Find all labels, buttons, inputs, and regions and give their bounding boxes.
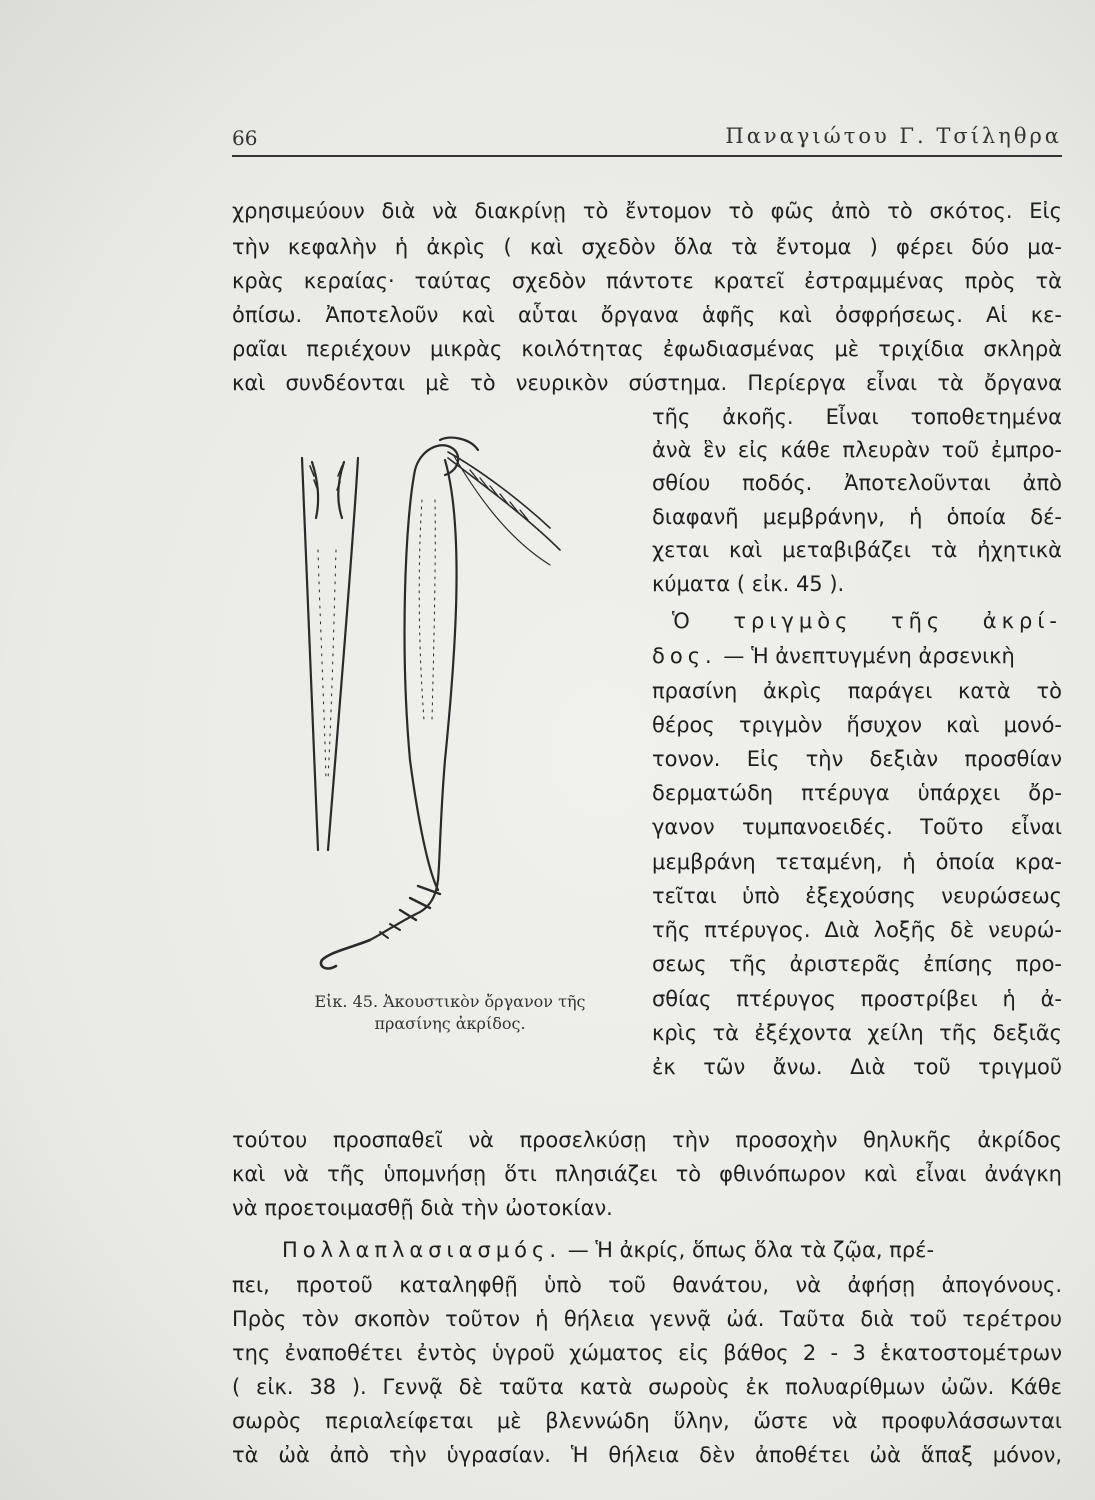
column-line: ἀνὰ ἓν εἰς κάθε πλευρὰν τοῦ ἐμπρο- xyxy=(652,438,1062,462)
column-line: σθίου ποδός. Ἀποτελοῦνται ἀπὸ xyxy=(652,471,1062,495)
subheading-stridulation-continued xyxy=(652,643,1062,669)
page-header xyxy=(232,120,1062,160)
body-line: Πρὸς τὸν σκοπὸν τοῦτον ἡ θήλεια γεννᾷ ὠά. Ταῦτα διὰ τοῦ τερέτρου xyxy=(232,1307,1062,1331)
insect-leg-hearing-organ-icon xyxy=(240,400,600,990)
body-line: τούτου προσπαθεῖ νὰ προσελκύσῃ τὴν προσοχὴν θηλυκῆς ἀκρίδος xyxy=(232,1128,1062,1152)
column-line: τεῖται ὑπὸ ἐξεχούσης νευρώσεως xyxy=(652,884,1062,908)
page-number: 66 xyxy=(232,126,258,150)
column-line: διαφανῆ μεμβράνην, ἡ ὁποία δέ- xyxy=(652,505,1062,529)
body-line: καὶ συνδέονται μὲ τὸ νευρικὸν σύστημα. Περίεργα εἶναι τὰ ὄργανα xyxy=(232,371,1062,395)
column-line: πρασίνη ἀκρὶς παράγει κατὰ τὸ xyxy=(652,679,1062,703)
body-line: τὰ ὠὰ ἀπὸ τὴν ὑγρασίαν. Ἡ θήλεια δὲν ἀποθέτει ὠὰ ἅπαξ μόνον, xyxy=(232,1443,1062,1467)
body-line: πει, προτοῦ καταληφθῇ ὑπὸ τοῦ θανάτου, νὰ ἀφήσῃ ἀπογόνους. xyxy=(232,1273,1062,1297)
body-line: σωρὸς περιαλείφεται μὲ βλεννώδη ὕλην, ὥστε νὰ προφυλάσσωνται xyxy=(232,1409,1062,1433)
column-line: ἐκ τῶν ἄνω. Διὰ τοῦ τριγμοῦ xyxy=(652,1055,1062,1079)
column-line: κρὶς τὰ ἐξέχοντα χείλη τῆς δεξιᾶς xyxy=(652,1021,1062,1045)
figure-caption-line: Εἰκ. 45. Ἀκουστικὸν ὄργανον τῆς xyxy=(314,992,586,1011)
figure-caption xyxy=(280,991,620,1035)
column-line: θέρος τριγμὸν ἥσυχον καὶ μονό- xyxy=(652,713,1062,737)
body-line: χρησιμεύουν διὰ νὰ διακρίνῃ τὸ ἔντομον τὸ φῶς ἀπὸ τὸ σκότος. Εἰς xyxy=(232,199,1062,223)
body-line: τὴν κεφαλὴν ἡ ἀκρὶς ( καὶ σχεδὸν ὅλα τὰ ἔντομα ) φέρει δύο μα- xyxy=(232,235,1062,259)
subheading-stridulation-end: δος. xyxy=(652,644,717,668)
body-line: ὀπίσω. Ἀποτελοῦν καὶ αὗται ὄργανα ἁφῆς καὶ ὀσφρήσεως. Αἱ κε- xyxy=(232,303,1062,327)
subheading-reproduction-rest: — Ἡ ἀκρίς, ὅπως ὅλα τὰ ζῷα, πρέ- xyxy=(567,1238,935,1262)
column-line: τονον. Εἰς τὴν δεξιὰν προσθίαν xyxy=(652,747,1062,771)
column-line: δερματώδη πτέρυγα ὑπάρχει ὄρ- xyxy=(652,781,1062,805)
column-line: κύματα ( εἰκ. 45 ). xyxy=(652,572,845,596)
body-line: ( εἰκ. 38 ). Γεννᾷ δὲ ταῦτα κατὰ σωροὺς ἐκ πολυαρίθμων ὠῶν. Κάθε xyxy=(232,1375,1062,1399)
body-line: καὶ νὰ τῆς ὑπομνήσῃ ὅτι πλησιάζει τὸ φθινόπωρον καὶ εἶναι ἀνάγκη xyxy=(232,1162,1062,1186)
body-line: της ἐναποθέτει ἐντὸς ὑγροῦ χώματος εἰς βάθος 2 - 3 ἑκατοστομέτρων xyxy=(232,1341,1062,1365)
running-head: Παναγιώτου Γ. Τσίληθρα xyxy=(725,124,1062,148)
body-line: ραῖαι περιέχουν μικρὰς κοιλότητας ἐφωδιασμένας μὲ τριχίδια σκληρὰ xyxy=(232,337,1062,361)
column-line: χεται καὶ μεταβιβάζει τὰ ἠχητικὰ xyxy=(652,538,1062,562)
subheading-reproduction: Πολλαπλασιασμός. xyxy=(282,1238,562,1262)
subheading-stridulation-rest: — Ἡ ἀνεπτυγμένη ἀρσενικὴ xyxy=(723,644,1015,668)
subheading-reproduction-line xyxy=(282,1237,1062,1263)
column-line: γανον τυμπανοειδές. Τοῦτο εἶναι xyxy=(652,815,1062,839)
column-line: σθίας πτέρυγος προστρίβει ἡ ἀ- xyxy=(652,987,1062,1011)
body-line: νὰ προετοιμασθῇ διὰ τὴν ὠοτοκίαν. xyxy=(232,1196,613,1220)
figure-caption-line: πρασίνης ἀκρίδος. xyxy=(374,1014,526,1033)
body-line: κρὰς κεραίας· ταύτας σχεδὸν πάντοτε κρατεῖ ἐστραμμένας πρὸς τὰ xyxy=(232,269,1062,293)
column-line: τῆς πτέρυγος. Διὰ λοξῆς δὲ νευρώ- xyxy=(652,918,1062,942)
column-line: μεμβράνη τεταμένη, ἡ ὁποία κρα- xyxy=(652,850,1062,874)
column-line: τῆς ἀκοῆς. Εἶναι τοποθετημένα xyxy=(652,405,1062,429)
header-rule xyxy=(232,155,1062,157)
subheading-stridulation: Ὁ τριγμὸς τῆς ἀκρί- xyxy=(672,609,1062,633)
column-line: σεως τῆς ἀριστερᾶς ἐπίσης προ- xyxy=(652,952,1062,976)
